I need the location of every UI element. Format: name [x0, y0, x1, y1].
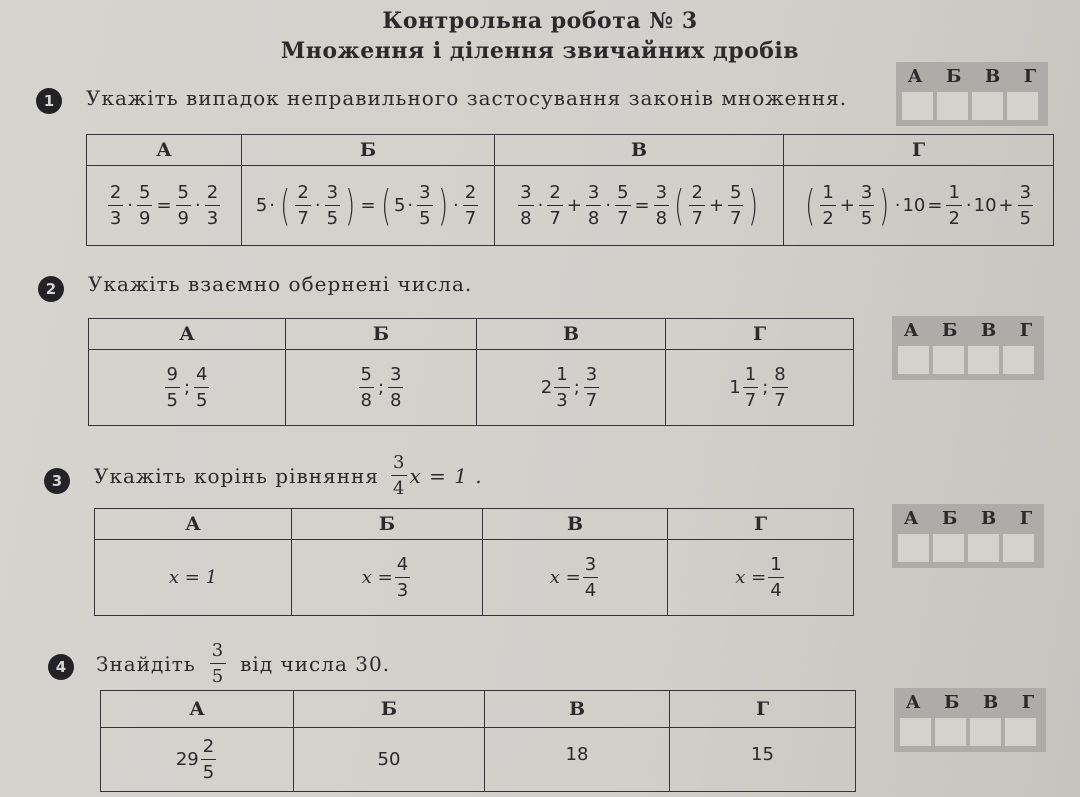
grid-label-g: Г: [1019, 508, 1033, 529]
numerator: 3: [391, 454, 407, 476]
question-number: 4: [48, 654, 74, 680]
option-b-value: 50: [294, 728, 485, 792]
denominator: 7: [774, 389, 786, 411]
answer-cell-b[interactable]: [933, 534, 964, 562]
option-header-v: В: [495, 135, 784, 166]
grid-label-v: В: [982, 692, 999, 713]
grid-label-a: А: [905, 692, 921, 713]
option-header-g: Г: [670, 691, 856, 728]
question-text: Укажіть випадок неправильного застосування законів множення.: [86, 86, 848, 110]
option-header-a: А: [89, 319, 286, 350]
option-a-expression: $\frac{2}{3}$ · $\frac{5}{9}$ = $\frac{5}{9}$ · $\frac{2}{3}$: [87, 166, 242, 246]
option-header-b: Б: [286, 319, 477, 350]
question-text-before: Укажіть корінь рівняння: [94, 464, 379, 488]
option-g-value: 15: [670, 728, 856, 792]
answer-cell-g[interactable]: [1007, 92, 1038, 120]
denominator: 8: [390, 389, 402, 411]
option-v-expression: $\frac{3}{8}$ · $\frac{2}{7}$ + $\frac{3}{8}$ · $\frac{5}{7}$ = $\frac{3}{8}$ ( $\frac{2}{7}$ + $\frac{5}{7}$ ): [495, 166, 784, 246]
answer-cell-a[interactable]: [898, 346, 929, 374]
option-header-a: А: [87, 135, 242, 166]
option-header-a: А: [95, 509, 292, 540]
option-g-value: [668, 540, 854, 616]
grid-label-g: Г: [1019, 320, 1033, 341]
option-header-g: Г: [784, 135, 1054, 166]
grid-label-v: В: [980, 508, 997, 529]
answer-cell-g[interactable]: [1005, 718, 1036, 746]
question-text: [94, 448, 483, 504]
option-b-expression: 5 · ( $\frac{2}{7}$ · $\frac{3}{5}$ ) = ( 5 · $\frac{3}{5}$ ) · $\frac{2}{7}$: [242, 166, 495, 246]
denominator: 5: [196, 389, 208, 411]
denominator: 5: [166, 389, 178, 411]
grid-label-a: А: [903, 320, 919, 341]
grid-label-v: В: [984, 66, 1001, 87]
grid-label-g: Г: [1021, 692, 1035, 713]
numerator: 3: [388, 366, 403, 388]
numerator: 2: [201, 738, 216, 760]
answer-cell-a[interactable]: [902, 92, 933, 120]
numerator: 3: [210, 642, 226, 664]
answer-cell-v[interactable]: [972, 92, 1003, 120]
option-a-value: [95, 540, 292, 616]
numerator: 1: [768, 556, 783, 578]
answer-text: x = 1: [168, 567, 218, 588]
denominator: 4: [392, 478, 406, 499]
option-header-b: Б: [294, 691, 485, 728]
answer-grid-q3: [892, 504, 1044, 568]
question-text-after: від числа 30.: [240, 652, 391, 676]
denominator: 7: [585, 389, 598, 411]
question-number: 1: [36, 88, 62, 114]
answer-table-q3: [94, 508, 854, 616]
denominator: 5: [211, 666, 225, 687]
numerator: 9: [165, 366, 180, 388]
answer-cell-a[interactable]: [900, 718, 931, 746]
grid-label-v: В: [980, 320, 997, 341]
option-g-value: 1 $\frac{1}{7}$ ; $\frac{8}{7}$: [666, 350, 854, 426]
grid-label-a: А: [903, 508, 919, 529]
answer-grid-q1: [896, 62, 1048, 126]
answer-lhs: x =: [549, 567, 581, 588]
whole-part: 2: [540, 377, 553, 398]
option-g-expression: ( $\frac{1}{2}$ + $\frac{3}{5}$ ) · 10 = $\frac{1}{2}$ · 10 + $\frac{3}{5}$: [784, 166, 1054, 246]
page-subtitle: Множення і ділення звичайних дробів: [280, 38, 800, 64]
denominator: 3: [556, 389, 568, 411]
answer-cell-a[interactable]: [898, 534, 929, 562]
option-v-value: [483, 540, 668, 616]
option-header-v: В: [485, 691, 670, 728]
option-a-value: $\frac{9}{5}$ ; $\frac{4}{5}$: [89, 350, 286, 426]
answer-cell-v[interactable]: [968, 346, 999, 374]
answer-cell-b[interactable]: [933, 346, 964, 374]
answer-cell-g[interactable]: [1003, 346, 1034, 374]
grid-label-g: Г: [1023, 66, 1037, 87]
grid-label-a: А: [907, 66, 923, 87]
whole-part: 29: [175, 749, 199, 770]
grid-label-b: Б: [942, 508, 958, 529]
grid-label-b: Б: [944, 692, 960, 713]
answer-lhs: x =: [735, 567, 767, 588]
answer-cell-b[interactable]: [935, 718, 966, 746]
numerator: 1: [554, 366, 569, 388]
denominator: 3: [396, 579, 409, 601]
answer-grid-q4: [894, 688, 1046, 752]
answer-lhs: x =: [361, 567, 393, 588]
denominator: 5: [202, 761, 215, 783]
option-header-b: Б: [242, 135, 495, 166]
numerator: 4: [395, 556, 410, 578]
question-text: [96, 636, 390, 692]
denominator: 4: [584, 579, 597, 601]
question-text: Укажіть взаємно обернені числа.: [88, 272, 473, 296]
numerator: 3: [583, 556, 598, 578]
option-header-g: Г: [668, 509, 854, 540]
question-text-before: Знайдіть: [96, 652, 196, 676]
option-header-b: Б: [292, 509, 483, 540]
whole-part: 1: [729, 377, 741, 398]
answer-cell-g[interactable]: [1003, 534, 1034, 562]
answer-table-q4: [100, 690, 856, 792]
numerator: 4: [194, 366, 209, 388]
answer-table-q2: [88, 318, 854, 426]
denominator: 7: [744, 389, 757, 411]
grid-label-b: Б: [946, 66, 962, 87]
answer-cell-b[interactable]: [937, 92, 968, 120]
option-header-a: А: [101, 691, 294, 728]
option-v-value: 2 $\frac{1}{3}$ ; $\frac{3}{7}$: [477, 350, 666, 426]
option-header-v: В: [477, 319, 666, 350]
question-text-after: x = 1 .: [409, 464, 483, 488]
answer-grid-q2: [892, 316, 1044, 380]
question-number: 2: [38, 276, 64, 302]
denominator: 4: [770, 579, 782, 601]
grid-label-b: Б: [942, 320, 958, 341]
answer-cell-v[interactable]: [970, 718, 1001, 746]
option-v-value: 18: [485, 728, 670, 792]
answer-cell-v[interactable]: [968, 534, 999, 562]
answer-table-q1: [86, 134, 1054, 246]
numerator: 1: [743, 366, 758, 388]
numerator: 3: [584, 366, 599, 388]
question-number: 3: [44, 468, 70, 494]
page-title: Контрольна робота № 3: [382, 8, 698, 34]
option-header-g: Г: [666, 319, 854, 350]
option-a-value: [101, 728, 294, 792]
numerator: 5: [359, 366, 374, 388]
option-header-v: В: [483, 509, 668, 540]
option-b-value: $\frac{5}{8}$ ; $\frac{3}{8}$: [286, 350, 477, 426]
numerator: 8: [772, 366, 787, 388]
option-b-value: [292, 540, 483, 616]
denominator: 8: [360, 389, 372, 411]
